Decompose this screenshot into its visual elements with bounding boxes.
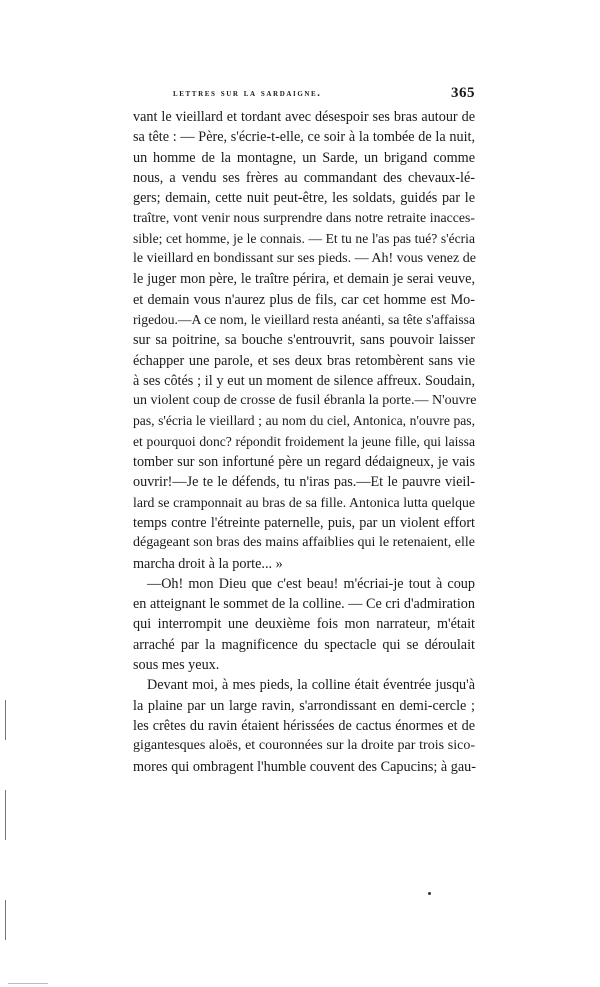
text-line: en atteignant le sommet de la colline. — Ce cri d'admiration bbox=[133, 596, 475, 613]
text-line: mores qui ombragent l'humble couvent des Capucins; à gau- bbox=[133, 758, 476, 775]
text-line: sa tête : — Père, s'écrie-t-elle, ce soir à la tombée de la nuit, bbox=[133, 129, 475, 146]
text-line: et demain vous n'aurez plus de fils, car cet homme est Mo- bbox=[133, 291, 475, 308]
scan-speck bbox=[428, 892, 431, 895]
text-line: —Oh! mon Dieu que c'est beau! m'écriai-je tout à coup bbox=[147, 575, 475, 592]
text-line: traître, vont venir nous surprendre dans notre retraite inacces- bbox=[133, 210, 475, 226]
text-line: les crêtes du ravin étaient hérissées de cactus énormes et de bbox=[133, 717, 475, 734]
scan-edge-mark bbox=[5, 700, 6, 740]
text-line: rigedou.—A ce nom, le vieillard resta anéanti, sa tête s'affaissa bbox=[133, 311, 475, 327]
text-line: ouvrir!—Je te le défends, tu n'iras pas.—Et le pauvre vieil- bbox=[133, 474, 475, 491]
text-line: lard se cramponnait au bras de sa fille. Antonica lutta quelque bbox=[133, 494, 475, 510]
scan-edge-mark bbox=[5, 900, 6, 940]
text-line: sous mes yeux. bbox=[133, 657, 220, 674]
running-title: lettres sur la sardaigne. bbox=[173, 88, 322, 99]
scan-edge-mark bbox=[5, 790, 6, 840]
text-line: marcha droit à la porte... » bbox=[133, 555, 283, 572]
text-line: gers; demain, cette nuit peut-être, les soldats, guidés par le bbox=[133, 190, 475, 207]
text-line: le vieillard en bondissant sur ses pieds. — Ah! vous venez de bbox=[133, 251, 476, 267]
text-line: Devant moi, à mes pieds, la colline était éventrée jusqu'à bbox=[147, 677, 475, 694]
text-line: sible; cet homme, je le connais. — Et tu ne l'as pas tué? s'écria bbox=[133, 230, 475, 246]
text-line: échapper une parole, et ses deux bras retombèrent sans vie bbox=[133, 352, 475, 369]
text-line: sur sa poitrine, sa bouche s'entrouvrit, sans pouvoir laisser bbox=[133, 332, 475, 349]
text-line: pas, s'écria le vieillard ; au nom du ciel, Antonica, n'ouvre pas, bbox=[133, 413, 475, 429]
text-line: à ses côtés ; il y eut un moment de silence affreux. Soudain, bbox=[133, 372, 475, 389]
text-line: et pourquoi donc? répondit froidement la jeune fille, qui laissa bbox=[133, 433, 475, 449]
text-line: un violent coup de crosse de fusil ébranla la porte.— N'ouvre bbox=[133, 393, 477, 409]
text-line: arraché par la magnificence du spectacle qui se déroulait bbox=[133, 636, 475, 653]
text-line: nous, a vendu ses frères au commandant des chevaux-lé- bbox=[133, 169, 475, 186]
running-header bbox=[133, 86, 475, 104]
text-line: tomber sur son infortuné père un regard dédaigneux, je vais bbox=[133, 454, 475, 471]
text-line: temps contre l'étreinte paternelle, puis, par un violent effort bbox=[133, 514, 475, 531]
text-line: le juger mon père, le traître périra, et demain je serai veuve, bbox=[133, 271, 475, 288]
text-line: un homme de la montagne, un Sarde, un brigand comme bbox=[133, 149, 475, 166]
text-line: vant le vieillard et tordant avec désespoir ses bras autour de bbox=[133, 109, 475, 125]
page-number: 365 bbox=[451, 85, 475, 101]
scan-edge-mark bbox=[8, 983, 48, 984]
text-line: qui interrompit une deuxième fois mon narrateur, m'était bbox=[133, 616, 475, 633]
text-line: gigantesques aloës, et couronnées sur la droite par trois sico- bbox=[133, 738, 475, 754]
text-line: dégageant son bras des mains affaiblies qui le retenaient, elle bbox=[133, 535, 475, 551]
text-line: la plaine par un large ravin, s'arrondissant en demi-cercle ; bbox=[133, 697, 475, 714]
body-text bbox=[133, 107, 475, 777]
